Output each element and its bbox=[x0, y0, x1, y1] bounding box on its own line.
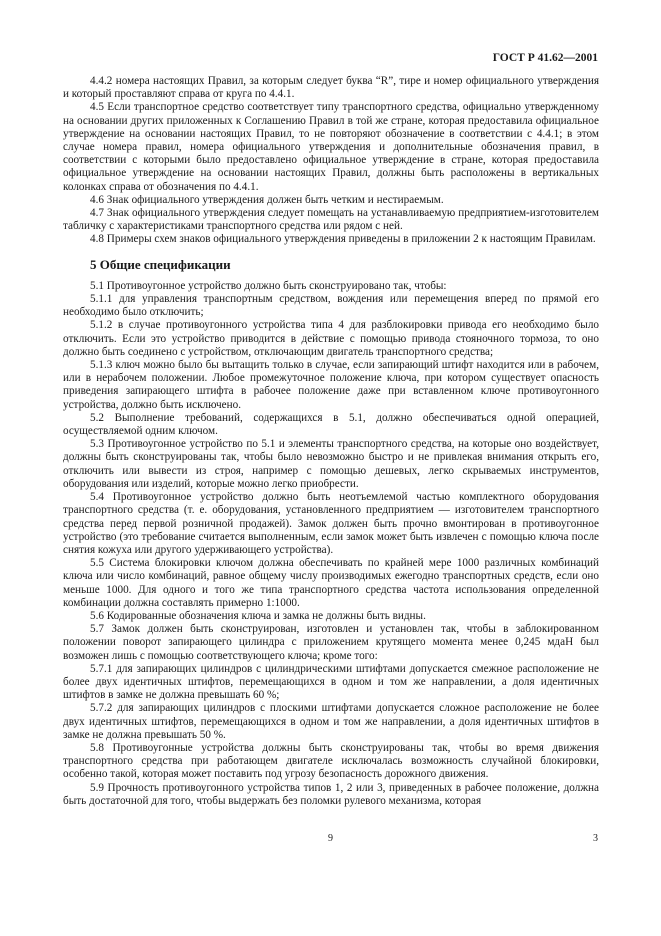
paragraph-5-1-2: 5.1.2 в случае противоугонного устройства типа 4 для разблокировки привода его необходимо было отключить. Если это устройство приводится в действие с помощью привода стояночного тормоза, то оно должно быть соединено с устройством, отключающим двигатель транспортного средства; bbox=[63, 319, 599, 358]
paragraph-5-1-1: 5.1.1 для управления транспортным средством, вождения или перемещения вперед по прямой его необходимо было отключить; bbox=[63, 293, 599, 319]
paragraph-5-3: 5.3 Противоугонное устройство по 5.1 и элементы транспортного средства, на которые оно воздействует, должны быть сконструированы так, чтобы было невозможно быстро и не привлекая внимания открыть его, отключить или вывести из строя, например с помощью дешевых, легко скрываемых инструментов, оборудования или изделий, которые можно легко приобрести. bbox=[63, 438, 599, 490]
paragraph-5-1: 5.1 Противоугонное устройство должно быть сконструировано так, чтобы: bbox=[90, 279, 447, 292]
paragraph-5-4: 5.4 Противоугонное устройство должно быть неотъемлемой частью комплектного оборудования транспортного средства (т. е. оборудования, установленного предприятием — изготовителем транспортного средства перед первой розничной продажей). Замок должен быть прочно вмонтирован в противоугонное устройство (это требование считается выполненным, если замок может быть извлечен с помощью ключа после снятия кожуха или другого удерживающего устройства). bbox=[63, 491, 599, 556]
section-heading: 5 Общие спецификации bbox=[90, 256, 231, 272]
page-number-center: 9 bbox=[328, 833, 333, 844]
paragraph-5-6: 5.6 Кодированные обозначения ключа и замка не должны быть видны. bbox=[90, 609, 426, 622]
paragraph-4-7: 4.7 Знак официального утверждения следует помещать на устанавливаемую предприятием-изготовителем табличку с характеристиками транспортного средства или рядом с ней. bbox=[63, 207, 599, 233]
paragraph-5-7-2: 5.7.2 для запирающих цилиндров с плоскими штифтами допускается сложное расположение не более двух идентичных штифтов, перемещающихся в одном и том же направлении, а доля идентичных штифтов в замке не должна превышать 50 %. bbox=[63, 702, 599, 741]
paragraph-5-5: 5.5 Система блокировки ключом должна обеспечивать по крайней мере 1000 различных комбинаций ключа или число комбинаций, равное общему числу производимых ежегодно транспортных средств, если оно меньше 1000. Для одного и того же типа транспортного средства частота использования определенной комбинации должна составлять примерно 1:1000. bbox=[63, 557, 599, 609]
paragraph-4-4-2: 4.4.2 номера настоящих Правил, за которым следует буква “R”, тире и номер официального утверждения и который проставляют справа от круга по 4.4.1. bbox=[63, 75, 599, 101]
paragraph-4-6: 4.6 Знак официального утверждения должен быть четким и нестираемым. bbox=[90, 193, 444, 206]
paragraph-5-2: 5.2 Выполнение требований, содержащихся в 5.1, должно обеспечиваться одной операцией, осуществляемой одним ключом. bbox=[63, 411, 599, 438]
paragraph-4-8: 4.8 Примеры схем знаков официального утверждения приведены в приложении 2 к настоящим Правилам. bbox=[90, 233, 596, 246]
paragraph-5-8: 5.8 Противоугонные устройства должны быть сконструированы так, чтобы во время движения транспортного средства при работающем двигателе исключалась возможность случайной блокировки, особенно такой, которая может поставить под угрозу безопасность дорожного движения. bbox=[63, 741, 599, 781]
document-body bbox=[63, 75, 599, 808]
paragraph-5-9: 5.9 Прочность противоугонного устройства типов 1, 2 или 3, приведенных в рабочее положение, должна быть достаточной для того, чтобы выдержать без поломки рулевого механизма, которая bbox=[63, 781, 599, 807]
document-header: ГОСТ Р 41.62—2001 bbox=[492, 52, 598, 64]
paragraph-5-7: 5.7 Замок должен быть сконструирован, изготовлен и установлен так, чтобы в заблокированном положении поворот запирающего цилиндра с приложением крутящего момента менее 0,245 мдаН был возможен лишь с помощью соответствующего ключа; кроме того: bbox=[63, 623, 599, 662]
paragraph-5-1-3: 5.1.3 ключ можно было бы вытащить только в случае, если запирающий штифт находится или в рабочем, или в нерабочем положении. Любое промежуточное положение ключа, при котором существует опасность приведения запирающего штифта в рабочее положение даже при вставленном ключе противоугонного устройства, должно быть исключено. bbox=[63, 359, 599, 411]
paragraph-5-7-1: 5.7.1 для запирающих цилиндров с цилиндрическими штифтами допускается смежное расположение не более двух идентичных штифтов, перемещающихся в одном и том же направлении, а доля идентичных штифтов в замке не должна превышать 60 %; bbox=[63, 662, 599, 702]
paragraph-4-5: 4.5 Если транспортное средство соответствует типу транспортного средства, официально утвержденному на основании других приложенных к Соглашению Правил в той же стране, которая предоставила официальное утверждение на основании настоящих Правил, то не повторяют обозначение в соответствии с 4.4.1; в этом случае номера правил, номера официального утверждения и дополнительные обозначения правил, в соответствии с которыми было предоставлено официальное утверждение в стране, которая предоставила официальное утверждение на основании настоящих Правил, должны быть расположены в вертикальных колонках справа от обозначения по 4.4.1. bbox=[63, 101, 599, 193]
page-number-right: 3 bbox=[593, 833, 598, 844]
